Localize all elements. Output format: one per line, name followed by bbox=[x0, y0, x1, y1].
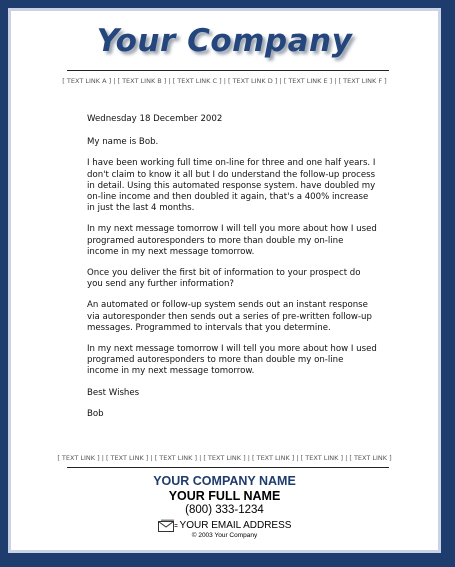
link-separator: | bbox=[296, 454, 301, 462]
letter-paragraph: In my next message tomorrow I will tell you more about how I used programed autoresponders to more than double my on-line income in my next message tomorrow. bbox=[87, 224, 377, 257]
letter-signature: Bob bbox=[87, 408, 104, 419]
letter-paragraph: In my next message tomorrow I will tell you more about how I used programed autoresponders to more than double my on-line income in my next message tomorrow. bbox=[87, 344, 377, 377]
mail-icon[interactable] bbox=[158, 519, 178, 532]
footer-copyright: © 2003 Your Company bbox=[191, 532, 258, 539]
bottom-divider bbox=[67, 467, 389, 468]
link-separator: | bbox=[345, 454, 350, 462]
letter-paragraph: An automated or follow-up system sends out an instant response via autoresponder then sends out a series of pre-written follow-up messages. Programmed to intervals that you determine. bbox=[87, 300, 372, 333]
link-separator: | bbox=[279, 77, 284, 85]
text-link-b[interactable]: [ TEXT LINK B ] bbox=[117, 77, 167, 85]
footer-phone: (800) 333-1234 bbox=[185, 504, 264, 516]
bottom-link-bar bbox=[11, 454, 438, 462]
link-separator: | bbox=[247, 454, 252, 462]
bottom-text-link[interactable]: [ TEXT LINK ] bbox=[252, 454, 295, 462]
letter-date: Wednesday 18 December 2002 bbox=[87, 114, 223, 124]
bottom-text-link[interactable]: [ TEXT LINK ] bbox=[300, 454, 343, 462]
letter-paragraph: I have been working full time on-line for three and one half years. I don't claim to know it all but I do understand the follow-up process in detail. Using this automated response system. have doubled my on-line income and then doubled it again, that's a 400% increase in just the last 4 months. bbox=[87, 158, 376, 214]
link-separator: | bbox=[150, 454, 155, 462]
top-divider bbox=[67, 70, 389, 71]
link-separator: | bbox=[199, 454, 204, 462]
text-link-d[interactable]: [ TEXT LINK D ] bbox=[227, 77, 278, 85]
footer-company-name: YOUR COMPANY NAME bbox=[153, 474, 296, 488]
bottom-text-link[interactable]: [ TEXT LINK ] bbox=[203, 454, 246, 462]
top-link-bar bbox=[11, 77, 438, 85]
letter-frame bbox=[8, 8, 441, 553]
link-separator: | bbox=[113, 77, 118, 85]
bottom-text-link[interactable]: [ TEXT LINK ] bbox=[57, 454, 100, 462]
footer-email[interactable]: YOUR EMAIL ADDRESS bbox=[179, 520, 292, 532]
bottom-text-link[interactable]: [ TEXT LINK ] bbox=[105, 454, 149, 462]
letter-greeting: My name is Bob. bbox=[87, 137, 159, 148]
text-link-f[interactable]: [ TEXT LINK F ] bbox=[338, 77, 387, 85]
link-separator: | bbox=[223, 77, 228, 85]
text-link-c[interactable]: [ TEXT LINK C ] bbox=[172, 77, 222, 85]
footer-full-name: YOUR FULL NAME bbox=[168, 489, 281, 503]
bottom-text-link[interactable]: [ TEXT LINK ] bbox=[154, 454, 197, 462]
bottom-text-link[interactable]: [ TEXT LINK ] bbox=[349, 454, 392, 462]
link-separator: | bbox=[101, 454, 106, 462]
letter-body bbox=[87, 114, 377, 430]
link-separator: | bbox=[334, 77, 339, 85]
link-separator: | bbox=[168, 77, 173, 85]
footer-email-row bbox=[11, 519, 438, 532]
letter-closing: Best Wishes bbox=[87, 387, 140, 398]
letter-paragraph: Once you deliver the first bit of information to your prospect do you send any further information? bbox=[87, 268, 361, 290]
text-link-a[interactable]: [ TEXT LINK A ] bbox=[62, 77, 112, 85]
company-logo: Your Company bbox=[96, 23, 353, 59]
text-link-e[interactable]: [ TEXT LINK E ] bbox=[283, 77, 333, 85]
